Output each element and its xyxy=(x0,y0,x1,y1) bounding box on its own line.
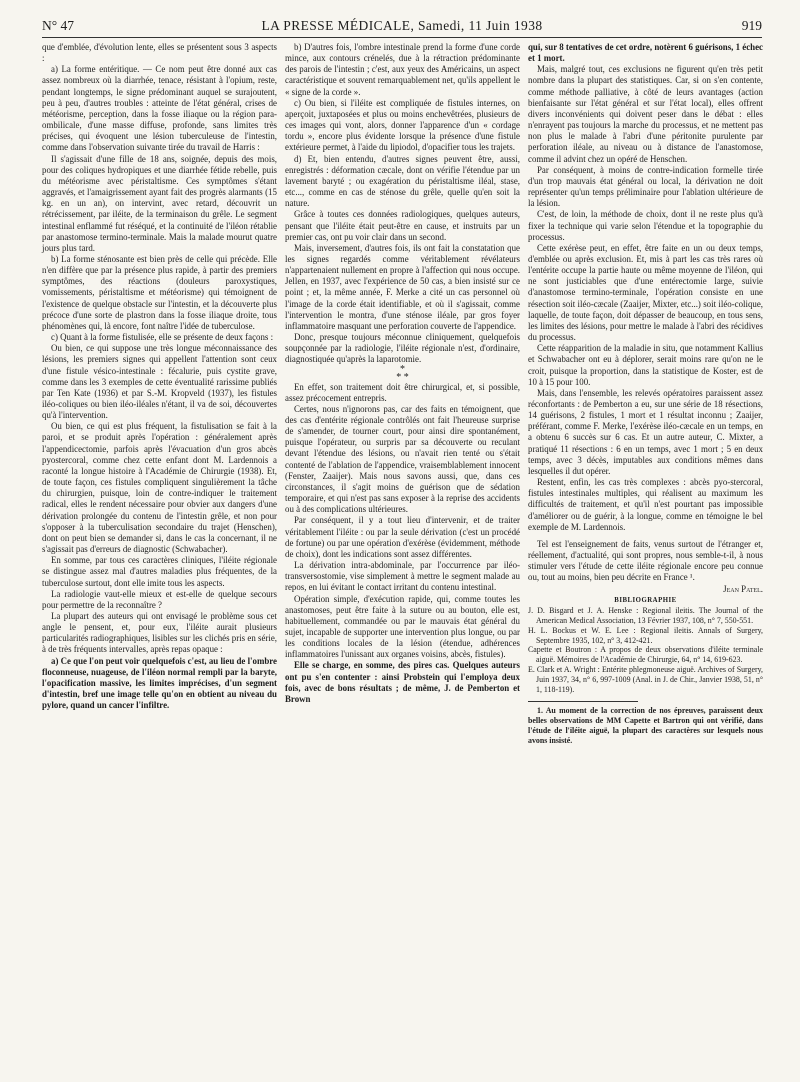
paragraph: Tel est l'enseignement de faits, venus surtout de l'étranger et, réellement, d'actualité, qui sont propres, nous semble-t-il, à nous stimuler vers l'étude de cette iléite régionale encore peu connue ou, tout au moins, bien peu décrite en France ¹. xyxy=(528,538,763,583)
bibliography-entry: E. Clark et A. Wright : Entérite phlegmoneuse aiguë. Archives of Surgery, Juin 1937, 34, n° 6, 997-1009 (Anal. in J. de Chir., Janvier 1938, 51, n° 1, 118-119). xyxy=(528,665,763,695)
author-signature: Jean Patel. xyxy=(723,583,763,594)
paragraph: Mais, dans l'ensemble, les relevés opératoires paraissent assez réconfortants : de Pemberton a eu, sur une série de 18 résections, 14 guérisons, 2 fistules, 1 mort et 1 résultat inconnu ; Zaaijer, préférant, comme F. Merke, l'exérèse iléo-cæcale en un temps, en a obtenu 6 succès sur 6 cas. Et un autre auteur, C. Mixter, a pratiqué 11 résections : 6 en un temps, avec 1 mort ; 5 en deux temps, avec 3 décès, imputables aux conditions mêmes dans lesquelles il dut opérer. xyxy=(528,387,763,476)
paragraph: que d'emblée, d'évolution lente, elles se présentent sous 3 aspects : xyxy=(42,42,277,64)
paragraph: En somme, par tous ces caractères cliniques, l'iléite régionale se distingue assez mal d'autres maladies plus fréquentes, de la tuberculose surtout, dont elle imite tous les aspects. xyxy=(42,555,277,588)
bibliography-entry: J. D. Bisgard et J. A. Henske : Regional ileitis. The Journal of the American Medical Association, 13 Février 1937, 108, n° 7, 550-551. xyxy=(528,605,763,625)
paragraph: Par conséquent, il y a tout lieu d'intervenir, et de traiter véritablement l'iléite : ou par la seule dérivation (c'est un procédé de fortune) ou par une opération d'exérèse (évidemment, méthode de choix), dont les indications sont assez différentes. xyxy=(285,515,520,559)
paragraph: Ou bien, ce qui est plus fréquent, la fistulisation se fait à la paroi, et se produit après l'opération : généralement après l'appendicectomie, parfois après l'évacuation d'un gros abcès pyostercoral, comme chez cette enfant dont M. Lardennois a raconté la longue histoire à l'Académie de Chirurgie (1938). Et, de toute façon, ces fistules compliquent singulièrement la tâche du chirurgien, puisque, loin de contre-indiquer le traitement radical, elles le rendent nécessaire pour obvier aux dangers d'une dérivation prolongée du contenu de l'intestin grêle, et non pour s'opposer à la tuberculisation secondaire du trajet (Henschen), dont on peut bien se demander si, dans le cas la concernant, il ne s'agissait pas d'erreurs de diagnostic (Schwabacher). xyxy=(42,421,277,555)
paragraph: Par conséquent, à moins de contre-indication formelle tirée d'un trop mauvais état général ou local, la dérivation ne doit représenter qu'un temps préliminaire pour l'ablation ultérieure de la lésion. xyxy=(528,164,763,209)
paragraph: Donc, presque toujours méconnue cliniquement, quelquefois soupçonnée par la radiologie, l'iléite régionale n'est, d'ordinaire, diagnostiquée qu'après la laparotomie. xyxy=(285,332,520,365)
paragraph: a) Ce que l'on peut voir quelquefois c'est, au lieu de l'ombre floconneuse, nuageuse, de l'iléon normal rempli par la baryte, l'opacification massive, les limites imprécises, d'un segment d'intestin, bref une image telle qu'on en obtient au niveau du pylore, quand un cancer l'infiltre. xyxy=(42,655,277,711)
paragraph: Mais, malgré tout, ces exclusions ne figurent qu'en très petit nombre dans la plupart des statistiques. Car, si on s'en contente, comme méthode palliative, à côté de leurs avantages (action bienfaisante sur l'état général et sur l'état local), elles offrent divers inconvénients qui doivent peser dans le débat : elles n'enrayent pas toujours la marche du processus, et ne mettent pas non plus le malade à l'abri d'une péritonite purulente par perforation iléale, au niveau ou à distance de l'anastomose, comme il advint chez un opéré de Henschen. xyxy=(528,64,763,164)
footnote-rule xyxy=(528,701,638,702)
column-2 xyxy=(285,42,520,705)
paragraph: Cette exérèse peut, en effet, être faite en un ou deux temps, d'emblée ou après exclusion. Et, mis à part les cas très rares où l'entérite occupe la partie haute ou même moyenne de l'iléon, qui ne sont justiciables que d'une entérectomie large, suivie d'anastomose termino-terminale, l'opération consiste en une résection soit iléo-cæcale (Zaaijer, Mixter, etc...) soit iléo-colique, laquelle, de toute façon, doit dépasser de beaucoup, en tous sens, les limites des lésions, pour mettre le malade à l'abri des récidives du processus. xyxy=(528,242,763,343)
paragraph: En effet, son traitement doit être chirurgical, et, si possible, assez précocement entrepris. xyxy=(285,381,520,403)
page-number: 919 xyxy=(741,18,762,33)
paragraph: Restent, enfin, les cas très complexes : abcès pyo-stercoral, fistules intestinales multiples, qui réalisent au maximum les difficultés de traitement, et qu'il n'est pourtant pas impossible d'améliorer ou de guérir, à la longue, comme en témoigne le bel exemple de M. Lardennois. xyxy=(528,477,763,532)
paragraph: La plupart des auteurs qui ont envisagé le problème sous cet angle le pensent, et, pour eux, l'iléite aurait plusieurs particularités radiographiques, lisibles sur les clichés pris en série, à de très fréquents intervalles, après repas opaque : xyxy=(42,610,277,655)
bibliography-entry: Capette et Boutron : A propos de deux observations d'iléite terminale aiguë. Mémoires de l'Académie de Chirurgie, 64, n° 14, 619-623. xyxy=(528,645,763,665)
paragraph: Mais, inversement, d'autres fois, ils ont fait la constatation que les signes regardés comme véritablement révélateurs n'appartenaient nullement en propre à l'affection qui nous occupe. Jellen, en 1937, avec l'expérience de 50 cas, a bien insisté sur ce point ; et, la même année, F. Merke a cité un cas personnel où l'image de la corde était identifiable, et où il s'agissait, comme l'intervention le montra, d'une sténose iléale, par gros foyer inflammatoire masquant une perforation couverte de l'appendice. xyxy=(285,242,520,331)
section-divider: * * * xyxy=(396,363,409,383)
paragraph: Cette réapparition de la maladie in situ, que notamment Kallius et Schwabacher ont eu à déplorer, serait moins rare qu'on ne le croit, puisque la proportion, dans la statistique de Koster, est de 10 à 15 pour 100. xyxy=(528,343,763,387)
paragraph: b) D'autres fois, l'ombre intestinale prend la forme d'une corde mince, aux contours crénelés, due à la rétraction prédominante des parois de l'intestin ; c'est, aux yeux des Américains, un aspect caractéristique et souvent remarquablement net, qu'ils appellent le « signe de la corde ». xyxy=(285,42,520,97)
issue-number: N° 47 xyxy=(42,18,75,33)
column-1 xyxy=(42,42,277,711)
paragraph: C'est, de loin, la méthode de choix, dont il ne reste plus qu'à fixer la technique qui varie selon l'étendue et la topographie du processus. xyxy=(528,209,763,242)
header-rule xyxy=(42,37,762,38)
paragraph: a) La forme entéritique. — Ce nom peut être donné aux cas assez nombreux où la diarrhée, tenace, résistant à l'opium, reste, pendant longtemps, le signe prédominant auquel se surajoutent, peu à peu, d'autres troubles : atteinte de l'état général, crises de météorisme, perception, dans la fosse iliaque ou la région para-ombilicale, d'une masse diffuse, profonde, sans limites très précises, qui évoquent une lésion tuberculeuse de l'intestin, comme dans l'observation suivante tirée du travail de Harris : xyxy=(42,64,277,153)
paragraph: La radiologie vaut-elle mieux et est-elle de quelque secours pour permettre de la reconnaître ? xyxy=(42,588,277,610)
footnote: 1. Au moment de la correction de nos épreuves, paraissent deux belles observations de MM Capette et Bartron qui ont vérifié, dans l'étude de l'iléite aiguë, la plupart des caractères sur lesquels nous avons insisté. xyxy=(528,705,763,745)
paragraph: Opération simple, d'exécution rapide, qui, comme toutes les anastomoses, peut être faite à la suture ou au bouton, elle est, habituellement, commandée ou par le mauvais état général du sujet, incapable de supporter une intervention plus longue, ou par les conditions locales de la lésion (étendue, adhérences inflammatoires l'unissant aux organes voisins, abcès, fistules). xyxy=(285,593,520,660)
paragraph: Ou bien, ce qui suppose une très longue méconnaissance des lésions, les premiers signes qui appellent l'attention sont ceux d'une fistule vésico-intestinale : fécalurie, puis cystite grave, comme dans les 3 exemples de cette éventualité rarissime publiés par Ten Kate (1936) et par S.-M. Kropveld (1937), les fistules iléo-coliques ou bien iléo-iléales n'étant, il va de soi, découvertes qu'à l'intervention. xyxy=(42,343,277,421)
bibliography-heading: BIBLIOGRAPHIE xyxy=(614,596,677,604)
paragraph: Certes, nous n'ignorons pas, car des faits en témoignent, que des cas d'entérite régionale contrôlés ont fait l'heureuse surprise de s'amender, de tourner court, pour ainsi dire spontanément, puisque l'opérateur, ou surpris par sa découverte ou reculant devant l'étendue des lésions, ou n'avait rien tenté ou s'était contenté de l'ablation de l'appendice, vraisemblablement innocent (Fenster, Zaaijer). Mais nous savons aussi, que, dans ces circonstances, il s'agit moins de guérison que de sédation temporaire, et qui n'est pas sans exposer à la reprise des accidents ou à des complications ultérieures. xyxy=(285,403,520,515)
paragraph: La dérivation intra-abdominale, par l'occurrence par iléo-transversostomie, vise simplement à mettre le segment malade au repos, en lui évitant le contact irritant du contenu intestinal. xyxy=(285,560,520,593)
paragraph: Grâce à toutes ces données radiologiques, quelques auteurs, pensant que l'iléite était peut-être en cause, et instruits par un premier cas, ont pu voir clair dans un second. xyxy=(285,209,520,242)
bibliography-entry: H. L. Bockus et W. E. Lee : Regional ileitis. Annals of Surgery, Septembre 1935, 102, n° 3, 412-421. xyxy=(528,625,763,645)
column-3 xyxy=(528,42,763,746)
journal-title: LA PRESSE MÉDICALE, Samedi, 11 Juin 1938 xyxy=(261,18,543,33)
paragraph: Il s'agissait d'une fille de 18 ans, soignée, depuis des mois, pour des coliques hydropiques et une diarrhée fétide rebelle, puis du météorisme avec péristaltisme. Ces symptômes s'étant aggravés, et l'amaigrissement ayant fait des progrès alarmants (15 kg. en un an), on intervint, avec retard, découvrit un rétrécissement, par iléite, de la terminaison du grêle. Le segment intestinal enflammé fut réséqué, et la continuité de l'iléon rétablie par anastomose termino-terminale. Mais la malade mourut quatre jours plus tard. xyxy=(42,153,277,253)
paragraph: Elle se charge, en somme, des pires cas. Quelques auteurs ont pu s'en contenter : ainsi Probstein qui l'employa deux fois, avec de bons résultats ; de même, J. de Pemberton et Brown xyxy=(285,660,520,704)
paragraph: qui, sur 8 tentatives de cet ordre, notèrent 6 guérisons, 1 échec et 1 mort. xyxy=(528,42,763,64)
paragraph: d) Et, bien entendu, d'autres signes peuvent être, aussi, enregistrés : déformation cæcale, dont on vérifie l'étendue par un lavement baryté ; ou exagération du péristaltisme iléal, stase, etc..., comme en cas de sténose du grêle, quelle qu'en soit la nature. xyxy=(285,153,520,209)
paragraph: c) Quant à la forme fistulisée, elle se présente de deux façons : xyxy=(51,332,274,343)
paragraph: b) La forme sténosante est bien près de celle qui précède. Elle n'en diffère que par la présence plus rapide, à partir des premiers symptômes, des réactions (douleurs paroxystiques, vomissements, péristaltisme et météorisme) qui témoignent de l'existence de quelque obstacle sur l'intestin, et la découverte plus précoce d'une sorte de plastron dans la fosse iliaque droite, tous phénomènes qui, là encore, font naître l'idée de tuberculose. xyxy=(42,253,277,331)
paragraph: c) Ou bien, si l'iléite est compliquée de fistules internes, on aperçoit, juxtaposées et plus ou moins enchevêtrées, plusieurs de ces images qui vont, alors, donner l'apparence d'un « cordage tordu », encore plus évidente lorsque la présence d'une fistule extérieure permet, à l'aide du lipiodol, d'opacifier tous les trajets. xyxy=(285,97,520,153)
